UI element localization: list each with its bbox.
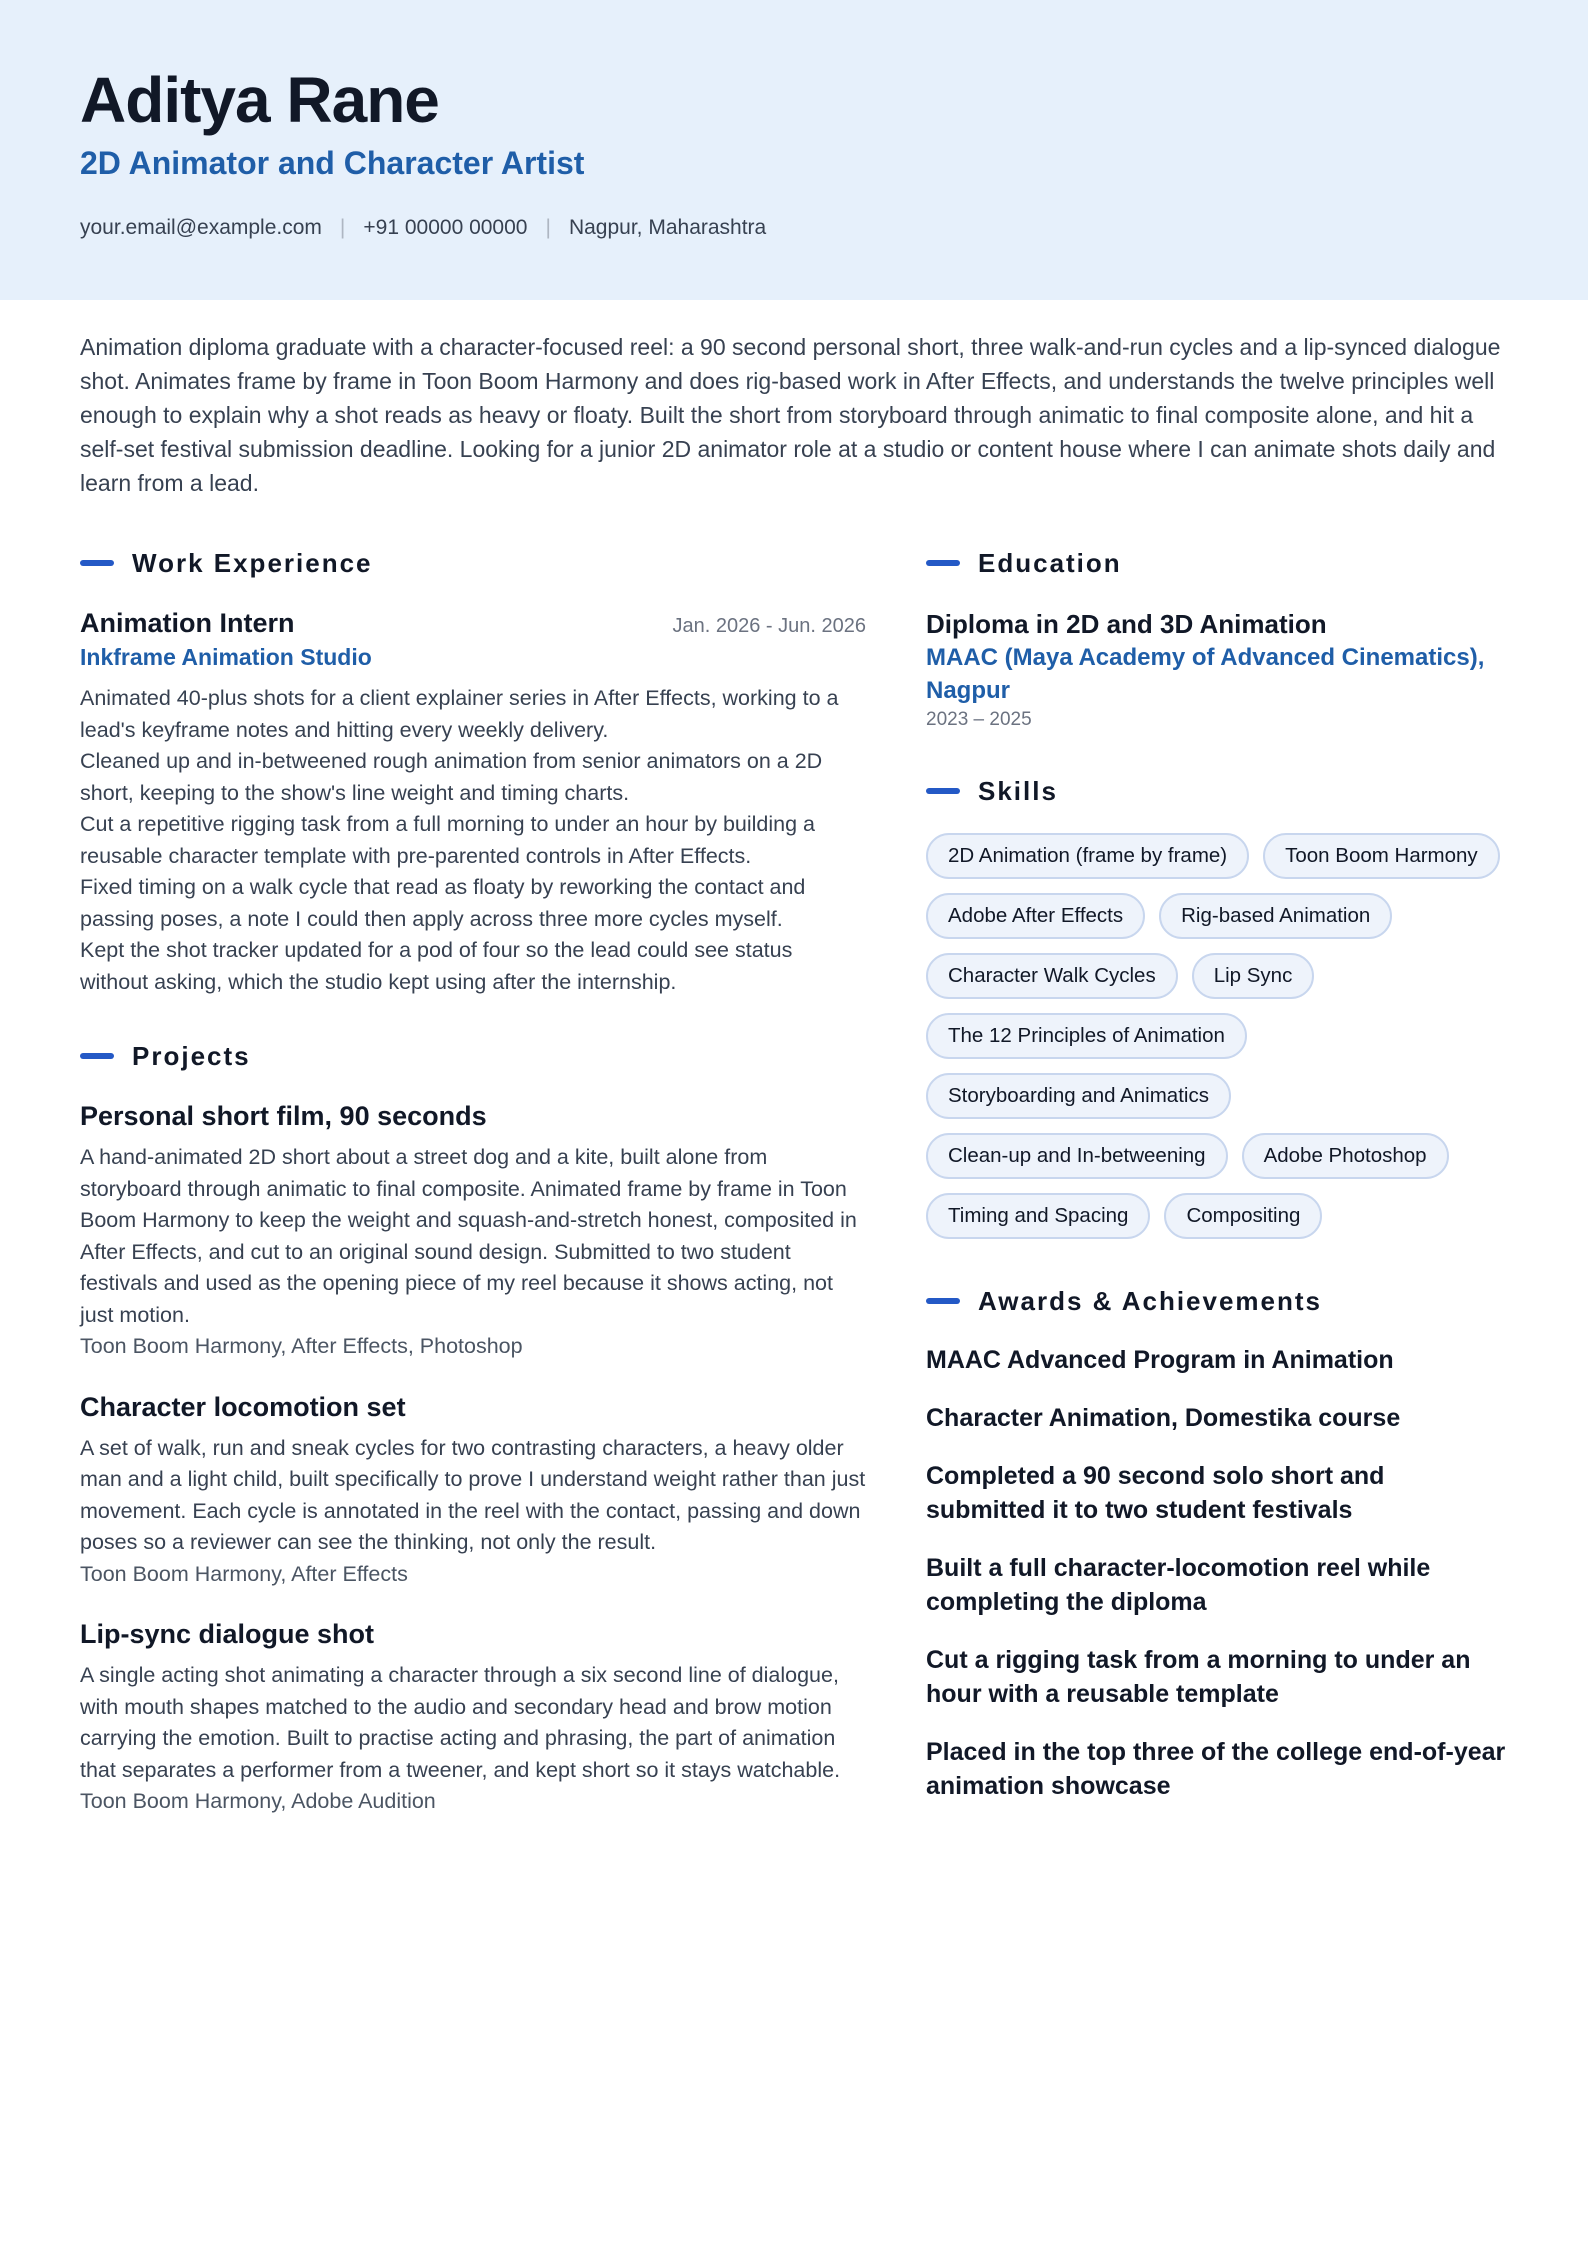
section-accent-bar: [926, 788, 960, 794]
project-title: Character locomotion set: [80, 1391, 406, 1422]
job-title: Animation Intern: [80, 608, 295, 638]
section-accent-bar: [926, 560, 960, 566]
contact-phone[interactable]: +91 00000 00000: [363, 216, 528, 239]
contact-line: [80, 214, 766, 242]
project-title: Personal short film, 90 seconds: [80, 1101, 487, 1131]
section-accent-bar: [80, 560, 114, 566]
job-bullet: Animated 40-plus shots for a client explainer series in After Effects, working to a lead's keyframe notes and hitting every weekly delivery.: [80, 686, 839, 742]
section-projects: [80, 1038, 866, 1074]
contact-location: Nagpur, Maharashtra: [568, 216, 767, 239]
section-skills: [926, 773, 1506, 809]
award-item: Completed a 90 second solo short and submitted it to two student festivals: [926, 1462, 1385, 1524]
section-education: [926, 545, 1506, 581]
job-dates: Jan. 2026 - Jun. 2026: [672, 615, 866, 637]
candidate-name: Aditya Rane: [80, 64, 439, 136]
contact-email[interactable]: your.email@example.com: [80, 216, 322, 239]
skill-chip: Adobe Photoshop: [1242, 1133, 1449, 1179]
section-awards: [926, 1283, 1506, 1319]
skill-chip: Rig-based Animation: [1159, 893, 1392, 939]
project-tools: Toon Boom Harmony, After Effects, Photoshop: [80, 1334, 523, 1358]
header-band: [0, 0, 1588, 300]
section-accent-bar: [926, 1298, 960, 1304]
right-column: [926, 545, 1506, 1803]
education-degree: Diploma in 2D and 3D Animation: [926, 609, 1327, 639]
skill-chip: Storyboarding and Animatics: [926, 1073, 1231, 1119]
project-description: A hand-animated 2D short about a street dog and a kite, built alone from storyboard through animatic to final composite. Animated frame by frame in Toon Boom Harmony to keep the weight and squash-and-stretch honest, composited in After Effects, and cut to an original sound design. Submitted to two student festivals and used as the opening piece of my reel because it shows acting, not just motion.: [80, 1145, 857, 1327]
section-heading: Work Experience: [132, 547, 373, 578]
profile-summary: Animation diploma graduate with a character-focused reel: a 90 second personal short, three walk-and-run cycles and a lip-synced dialogue shot. Animates frame by frame in Toon Boom Harmony and does rig-based work in After Effects, and understands the twelve principles well enough to explain why a shot reads as heavy or floaty. Built the short from storyboard through animatic to final composite alone, and hit a self-set festival submission deadline. Looking for a junior 2D animator role at a studio or content house where I can animate shots daily and learn from a lead.: [80, 334, 1501, 496]
job-entry: [80, 605, 866, 998]
project-description: A single acting shot animating a character through a six second line of dialogue, with mouth shapes matched to the audio and secondary head and brow motion carrying the emotion. Built to practise acting and phrasing, the part of animation that separates a performer from a tweener, and kept short so it stays watchable.: [80, 1663, 841, 1782]
section-heading: Awards & Achievements: [978, 1285, 1323, 1316]
left-column: [80, 545, 866, 1818]
award-item: Built a full character-locomotion reel while completing the diploma: [926, 1554, 1431, 1616]
skill-chip: Character Walk Cycles: [926, 953, 1178, 999]
award-item: Cut a rigging task from a morning to under an hour with a reusable template: [926, 1646, 1471, 1708]
section-heading: Skills: [978, 775, 1058, 806]
project-tools: Toon Boom Harmony, After Effects: [80, 1561, 408, 1586]
project-entry: [80, 1389, 866, 1591]
skill-chip: Compositing: [1164, 1193, 1322, 1239]
project-description: A set of walk, run and sneak cycles for two contrasting characters, a heavy older man and a light child, built specifically to prove I understand weight rather than just movement. Each cycle is annotated in the reel with the contact, passing and down poses so a reviewer can see the thinking, not only the result.: [80, 1435, 866, 1554]
skill-chip: Clean-up and In-betweening: [926, 1133, 1228, 1179]
project-entry: [80, 1616, 866, 1818]
skill-chip: Adobe After Effects: [926, 893, 1145, 939]
skill-chip: Toon Boom Harmony: [1263, 833, 1500, 879]
section-heading: Projects: [132, 1040, 251, 1071]
skill-chip: 2D Animation (frame by frame): [926, 833, 1249, 879]
job-bullets: [80, 683, 866, 998]
skill-chip: Lip Sync: [1192, 953, 1315, 999]
award-item: Character Animation, Domestika course: [926, 1404, 1401, 1432]
project-tools: Toon Boom Harmony, Adobe Audition: [80, 1789, 436, 1813]
project-title: Lip-sync dialogue shot: [80, 1619, 375, 1649]
job-bullet: Kept the shot tracker updated for a pod of four so the lead could see status without asking, which the studio kept using after the internship.: [80, 938, 793, 994]
job-bullet: Cleaned up and in-betweened rough animation from senior animators on a 2D short, keeping to the show's line weight and timing charts.: [80, 749, 823, 805]
skill-chip: The 12 Principles of Animation: [926, 1013, 1247, 1059]
education-school: MAAC (Maya Academy of Advanced Cinematics), Nagpur: [926, 644, 1485, 704]
award-item: Placed in the top three of the college end-of-year animation showcase: [926, 1738, 1506, 1800]
job-company: Inkframe Animation Studio: [80, 644, 372, 670]
contact-divider: |: [339, 216, 346, 239]
education-years: 2023 – 2025: [926, 709, 1032, 730]
award-item: MAAC Advanced Program in Animation: [926, 1346, 1394, 1374]
job-bullet: Cut a repetitive rigging task from a full morning to under an hour by building a reusable character template with pre-parented controls in After Effects.: [80, 812, 815, 868]
skills-list: [926, 833, 1506, 1239]
project-entry: [80, 1098, 866, 1363]
section-work-experience: [80, 545, 866, 581]
job-role-title: 2D Animator and Character Artist: [80, 145, 585, 181]
section-accent-bar: [80, 1053, 114, 1059]
job-bullet: Fixed timing on a walk cycle that read as floaty by reworking the contact and passing poses, a note I could then apply across three more cycles myself.: [80, 875, 806, 931]
contact-divider: |: [545, 216, 551, 239]
skill-chip: Timing and Spacing: [926, 1193, 1150, 1239]
job-header: [80, 605, 866, 641]
section-heading: Education: [978, 547, 1122, 578]
